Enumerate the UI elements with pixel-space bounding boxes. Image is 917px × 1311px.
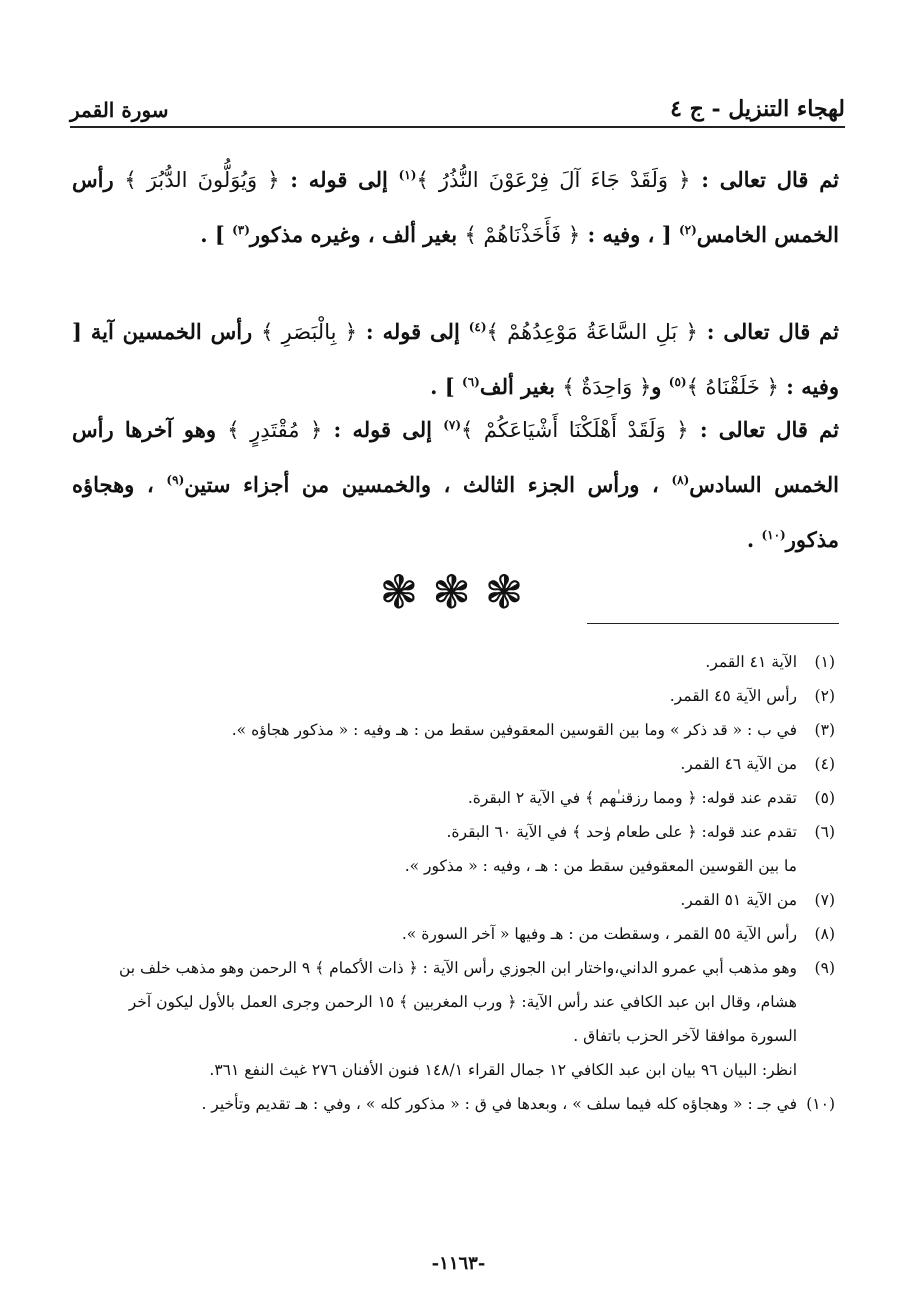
footnote [78,1087,835,1121]
footnote-number: (٧) [814,891,835,909]
paragraph-2 [72,302,839,412]
quran-quote: ﴿ بِالْبَصَرِ ﴾ [261,320,358,344]
footnote-continuation [78,849,835,883]
para-text: رأس الخمس الخامس [72,167,839,247]
quran-quote: ﴿ وَيُوَلُّونَ الدُّبُرَ ﴾ [124,168,280,192]
footnote-text: من الآية ٥١ القمر. [680,891,797,909]
footnote-continuation [78,1053,835,1087]
footnote-ref: (٣) [232,223,250,237]
footnote-ref: (٢) [678,223,697,237]
footnote-text: في ب : « قد ذكر » وما بين القوسين المعقوفين سقط من : هـ وفيه : « مذكور هجاؤه ». [231,721,797,739]
para-text: ، وهجاؤه مذكور [72,472,839,552]
footnote-ref: (٤) [468,320,487,334]
para-text: و [651,374,669,399]
footnote-number: (٥) [814,789,835,807]
footnote-text: وهو مذهب أبي عمرو الداني،واختار ابن الجوزي رأس الآية : ﴿ ذات الأكمام ﴾ ٩ الرحمن وهو مذهب خلف بن هشام، وقال ابن عبد الكافي عند رأس الآية: ﴿ ورب المغربين ﴾ ١٥ الرحمن وجرى العمل بالأول ليكون آخر السورة موافقا لآخر الحزب باتفاق . [118,959,797,1045]
footnote-text: تقدم عند قوله: ﴿ ومما رزقنـٰهم ﴾ في الآية ٢ البقرة. [467,789,797,807]
page-header [70,78,845,128]
book-title: لهجاء التنزيل - ج ٤ [670,96,845,122]
para-text: ثم قال تعالى : [697,319,839,344]
section-divider-ornament: ❃❃❃ [379,565,538,619]
page-number: -١١٦٣- [431,1253,486,1274]
quran-quote: ﴿ وَاحِدَةٌ ﴾ [562,375,652,399]
quran-quote: ﴿ وَلَقَدْ أَهْلَكْنَا أَشْيَاعَكُمْ ﴾ [461,418,689,442]
para-text: بغير ألف [479,374,563,399]
quran-quote: ﴿ وَلَقَدْ جَاءَ آلَ فِرْعَوْنَ النُّذُرُ ﴾ [416,168,691,192]
footnote-text: من الآية ٤٦ القمر. [680,755,797,773]
footnote-ref: (٩) [166,473,185,487]
footnote-number: (٤) [814,755,835,773]
footnote [78,815,835,849]
para-text: . [746,527,762,552]
paragraph-1 [72,150,839,260]
footnote-text: انظر: البيان ٩٦ بيان ابن عبد الكافي ١٢ جمال القراء ١٤٨/١ فنون الأفنان ٢٧٦ غيث النفع ٣٦١. [209,1061,797,1079]
footnote [78,747,835,781]
footnote-text: في جـ : « وهجاؤه كله فيما سلف » ، وبعدها في ق : « مذكور كله » ، وفي : هـ تقديم وتأخير . [201,1095,797,1113]
para-text: ] . [200,222,233,247]
para-text: وهو آخرها رأس الخمس السادس [72,417,839,497]
footnote-text: رأس الآية ٥٥ القمر ، وسقطت من : هـ وفيها « آخر السورة ». [401,925,797,943]
surah-title: سورة القمر [70,98,169,122]
para-text: بغير ألف ، وغيره مذكور [249,222,465,247]
para-text: ] . [430,374,463,399]
footnote-number: (٢) [814,687,835,705]
para-text: إلى قوله : [322,417,444,442]
footnote [78,713,835,747]
para-text: [ ، وفيه : [580,222,679,247]
footnote [78,679,835,713]
footnote-number: (١) [814,653,835,671]
footnote-text: تقدم عند قوله: ﴿ على طعام وٰحد ﴾ في الآية ٦٠ البقرة. [446,823,797,841]
footnote [78,883,835,917]
para-text: إلى قوله : [357,319,469,344]
para-text: ثم قال تعالى : [688,417,839,442]
quran-quote: ﴿ مُقْتَدِرٍ ﴾ [227,418,323,442]
footnote-separator [587,623,839,624]
para-text: رأس الخمسين آية [ وفيه : [72,319,839,399]
footnote-number: (٩) [814,959,835,977]
footnote-text: رأس الآية ٤٥ القمر. [669,687,797,705]
footnote-number: (١٠) [806,1095,835,1113]
quran-quote: ﴿ فَأَخَذْنَاهُمْ ﴾ [464,223,581,247]
footnote [78,781,835,815]
footnote-number: (٨) [814,925,835,943]
footnote-ref: (٥) [668,375,687,389]
quran-quote: ﴿ بَلِ السَّاعَةُ مَوْعِدُهُمْ ﴾ [486,320,698,344]
quran-quote: ﴿ خَلَقْنَاهُ ﴾ [686,375,779,399]
footnote-ref: (٧) [443,418,462,432]
para-text: إلى قوله : [279,167,399,192]
footnote-ref: (٦) [462,375,480,389]
footnote-ref: (١٠) [761,528,786,542]
footnote-number: (٦) [814,823,835,841]
footnote-number: (٣) [814,721,835,739]
para-text: ثم قال تعالى : [690,167,840,192]
footnote-ref: (١) [398,168,417,182]
para-text: ، ورأس الجزء الثالث ، والخمسين من أجزاء ستين [184,472,672,497]
footnote-text: الآية ٤١ القمر. [705,653,797,671]
footnote [78,951,835,1053]
footnote [78,917,835,951]
footnotes [78,645,835,1121]
footnote-ref: (٨) [671,473,690,487]
footnote-text: ما بين القوسين المعقوفين سقط من : هـ ، وفيه : « مذكور ». [404,857,797,875]
footnote [78,645,835,679]
paragraph-3 [72,400,839,565]
